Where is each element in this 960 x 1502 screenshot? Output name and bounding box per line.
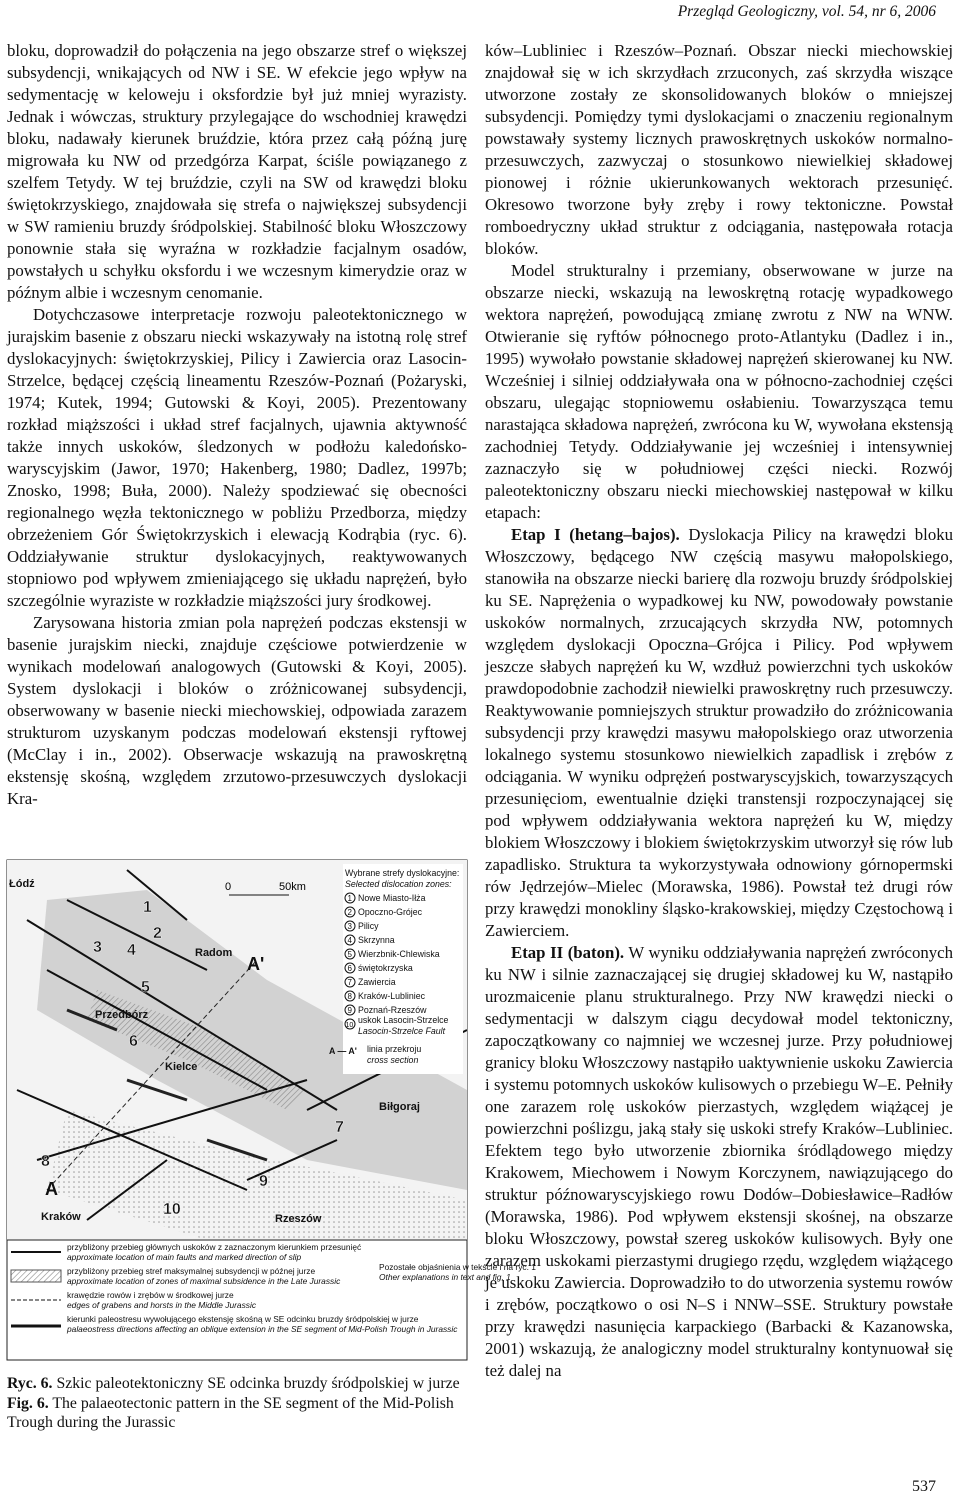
svg-text:10: 10 [345,1022,354,1029]
svg-text:Zawiercia: Zawiercia [358,977,396,987]
map-zone-1: 1 [143,899,152,916]
map-zone-10: 10 [163,1201,181,1218]
city-lodz: Łódź [9,878,35,890]
svg-text:5: 5 [347,950,352,959]
section-start-label: A [45,1179,58,1199]
paragraph-etap-1 [485,524,953,942]
svg-text:Nowe Miasto-Iłża: Nowe Miasto-Iłża [358,893,426,903]
map-zone-2: 2 [153,925,162,942]
zone-entry [345,1015,449,1036]
zone-entry [345,1005,427,1015]
legend-paleostress [11,1314,458,1334]
svg-text:Skrzynna: Skrzynna [358,935,395,945]
running-header [0,0,960,26]
paragraph: bloku, doprowadził do połączenia na jego obszarze stref o większej subsydencji, wnikających od NW i SE. W efekcie jego wpływ na sedymentację w keloweju i oksfordzie był już mniej wyrazisty. Jednak i wówczas, struktury przylegające do wschodniej krawędzi bloku, nadawały kierunek bruździe, która przez całą późną jurę migrowała ku NW od przedgórza Karpat, ściśle powiązanego z szelfem Tetydy. W tej bruździe, czyli na SW od krawędzi bloku świętokrzyskiego, znajdowała się strefa o największej subsydencji w SW ramieniu bruzdy śródpolskiej. Stabilność bloku Włoszczowy ponownie stała się wyraźna w rozkładzie facjalnym osadów, powstałych u schyłku oksfordu i we wczesnym kimerydzie oraz w późnym albie i wczesnym cenomanie. [7,41,467,302]
page-number: 537 [912,1478,936,1495]
map-zone-9: 9 [259,1173,268,1190]
svg-text:uskok Lasocin-Strzelce: uskok Lasocin-Strzelce [358,1015,449,1025]
svg-text:4: 4 [347,936,352,945]
svg-text:cross section: cross section [367,1055,419,1065]
journal-title: Przegląd Geologiczny, vol. 54, nr 6, 2006 [677,3,936,20]
svg-text:Pozostałe objaśnienia w tekści: Pozostałe objaśnienia w tekście i na ryc. 1 [379,1262,536,1272]
map-zone-3: 3 [93,939,102,956]
svg-text:Opoczno-Grójec: Opoczno-Grójec [358,907,423,917]
map-zone-8: 8 [41,1153,50,1170]
map-zone-5: 5 [141,979,150,996]
paleotectonic-map [7,860,536,1360]
zone-entry [345,893,426,903]
figure-caption [7,1374,467,1433]
paragraph: Model strukturalny i przemiany, obserwowane w jurze na obszarze niecki, wskazują na lewoskrętną rotację wypadkowego wektora naprężeń, powodującą zmianę zwrotu z NW na WNW. Otwieranie się ryftów północnego proto-Atlantyku (Dadlez i in., 1995) wywołało powstanie składowej naprężeń skierowanej ku NW. Wcześniej i silniej oddziaływała ona w północno-zachodniej części obszaru, ulegając stopniowemu osłabieniu. Towarzysząca temu narastająca składowa naprężeń, zwrócona ku W, wywołana ekstensją zachodniej Tetydy. Oddziaływanie jej wcześniej i intensywniej zaznaczyło się w południowej części niecki. Rozwój paleotektoniczny obszaru niecki miechowskiej następował w kilku etapach: [485,261,953,522]
paragraph: Dotychczasowe interpretacje rozwoju paleotektonicznego w jurajskim basenie z obszaru niecki wskazywały na istotną rolę stref dyslokacyjnych: świętokrzyskiej, Pilicy i Zawiercia oraz Lasocin-Strzelce, będącej częścią lineamentu Rzeszów-Poznań (Pożaryski, 1974; Kutek, 1994; Gutowski & Koyi, 2005). Prezentowany rozkład miąższości i układ stref facjalnych, ujawnia aktywność także innych uskoków, śledzonych w podłożu kaledońsko-waryscyjskim (Jawor, 1970; Hakenberg, 1980; Dadlez, 1997b; Znosko, 1998; Buła, 2000). Należy spodziewać się obecności regionalnego węzła tektonicznego w pobliżu Przedborza, między obrzeżeniem Gór Świętokrzyskich i elewacją Kodrąbia (ryc. 6). Oddziaływanie struktur dyslokacyjnych, reaktywowanych stopniowo pod wpływem zmieniającego się układu naprężeń, było szczególnie wyraziste w rozkładzie miąższości jury środkowej. [7,305,467,610]
paragraph: ków–Lubliniec i Rzeszów–Poznań. Obszar niecki miechowskiej znajdował się w ich skrzydłach zrzuconych, zaś skrzydła wiszące utworzone zostały ze skonsolidowanych bloków o mniejszej subsydencji. Pomiędzy tymi dyslokacjami o znaczeniu regionalnym powstawały systemy licznych prawoskrętnych uskoków normalno-przesuwczych, zazwyczaj o stosunkowo niewielkiej składowej pionowej i różnie ukierunkowanych wektorach przesunięć. Okresowo tworzone były zręby i rowy tektoniczne. Powstał romboedryczny układ struktur z odciągania, następowała rotacja bloków. [485,41,953,258]
svg-text:1: 1 [347,894,352,903]
svg-text:krawędzie rowów i zrębów w śro: krawędzie rowów i zrębów w środkowej jurze [67,1290,234,1300]
caption-en: Fig. 6. The palaeotectonic pattern in the SE segment of the Mid-Polish Trough during the Jurassic [7,1394,454,1431]
svg-text:edges of grabens and horsts in: edges of grabens and horsts in the Middle Jurassic [67,1300,257,1310]
city-przedborz: Przedbórz [95,1009,149,1021]
city-krakow: Kraków [41,1211,81,1223]
svg-text:linia przekroju: linia przekroju [367,1044,422,1054]
svg-text:approximate location of zones: approximate location of zones of maximal subsidence in the Late Jurassic [67,1276,341,1286]
paragraph-etap-2 [485,942,953,1382]
city-kielce: Kielce [165,1061,198,1073]
scale-end: 50km [279,881,306,893]
scale-zero: 0 [225,881,232,893]
paragraph: Zarysowana historia zmian pola naprężeń podczas ekstensji w basenie jurajskim niecki, znajduje częściowe potwierdzenie w wynikach modelowań analogowych (Gutowski & Koyi, 2005). System dyslokacji i bloków o zróżnicowanej subsydencji, obserwowany w basenie niecki miechowskiej, odpowiada zarazem strukturom uzyskanym podczas modelowań ekstensji ryftowej (McClay i in., 2002). Obserwacje wskazują na prawoskrętną ekstensję skośną, względem zrzutowo-przesuwczych dyslokacji Kra- [7,613,467,808]
etap-2-text: W wyniku oddziaływania naprężeń zwróconych ku NW i silnie zaznaczającej się drugiej składowej ku W, nastąpiło urozmaicenie planu strukturalnego. Przy NW krawędzi niecki o sedymentacji w dalszym ciągu decydował model tektoniczny, zapoczątkowany co najmniej we wczesnej jurze. Przy południowej granicy bloku Włoszczowy nastąpiło uaktywnienie uskoku Zawiercia i systemu potomnych uskoków kulisowych o przebiegu W–E. Pełniły one zarazem rolę uskoków pierzastych, względem wiążącej je powierzchni poślizgu, jaką stały się uskoki strefy Kraków–Lubliniec. Efektem tego było utworzenie zbiornika śródlądowego między Krakowem, Miechowem i Nowym Korczynem, nawiązującego do struktur późnowaryscyjskiego rowu Dodów–Dobiesławice–Radłów (Morawska, 1986). Pod wpływem ekstensji skośnej, na obszarze bloku Włoszczowy, powstał szereg uskoków kulisowych. Były one zarazem uskokami pierzastymi drugiego rzędu, względem wiążącego je uskoku Zawiercia. Doprowadziło to do utworzenia systemu rowów i zrębów, początkowo o osi N–S i NNW–SSE. Struktury powstałe przy krawędzi nasunięcia karpackiego (Barbacki & Kazanowska, 2001) wskazują, że analogiczny model strukturalny kontynuował się też dalej na [485,943,953,1380]
map-zone-7: 7 [335,1119,344,1136]
city-radom: Radom [195,947,233,959]
city-bilgoraj: Biłgoraj [379,1101,420,1113]
svg-text:Kraków-Lubliniec: Kraków-Lubliniec [358,991,425,1001]
map-zone-6: 6 [129,1033,138,1050]
left-column [7,40,467,810]
map-zone-4: 4 [127,942,136,959]
caption-pl: Ryc. 6. Szkic paleotektoniczny SE odcinka bruzdy śródpolskiej w jurze [7,1375,460,1392]
city-rzeszow: Rzeszów [275,1213,322,1225]
figure-6 [7,860,536,1360]
legend-title-pl: Wybrane strefy dyslokacyjne: [345,868,460,878]
section-end-label: A' [247,954,265,974]
svg-text:3: 3 [347,922,352,931]
svg-text:approximate location of main f: approximate location of main faults and marked direction of slip [67,1252,302,1262]
zone-entry [345,949,440,959]
svg-text:Poznań-Rzeszów: Poznań-Rzeszów [358,1005,427,1015]
svg-text:2: 2 [347,908,352,917]
svg-text:przybliżony przebieg stref mak: przybliżony przebieg stref maksymalnej subsydencji w późnej jurze [67,1266,316,1276]
svg-text:9: 9 [347,1006,352,1015]
etap-1-heading: Etap I (hetang–bajos). [511,525,680,544]
svg-text:A — A': A — A' [329,1046,357,1056]
svg-text:kierunki paleostresu wywołując: kierunki paleostresu wywołującego ekstensję skośną w SE odcinku bruzdy śródpolskiej w jurze [67,1314,419,1324]
etap-2-heading: Etap II (baton). [511,943,625,962]
svg-text:6: 6 [347,964,352,973]
svg-text:palaeostress directions affect: palaeostress directions affecting an oblique extension in the SE segment of Mid-Polish Trough in Jurassic [67,1324,458,1334]
svg-text:świętokrzyska: świętokrzyska [358,963,413,973]
right-column [485,40,953,1382]
svg-text:Wierzbnik-Chlewiska: Wierzbnik-Chlewiska [358,949,440,959]
legend-title-en: Selected dislocation zones: [345,879,452,889]
svg-text:Lasocin-Strzelce Fault: Lasocin-Strzelce Fault [358,1026,446,1036]
etap-1-text: Dyslokacja Pilicy na krawędzi bloku Włoszczowy, będącego NW częścią masywu małopolskiego, stanowiła na obszarze niecki barierę dla rozwoju bruzdy śródpolskiej ku SE. Naprężenia o wypadkowej ku NW, powodowały powstanie uskoków normalnych, zrzucających skrzydła NW, potomnych względem dyslokacji Opoczna–Grójca i Pilicy. Pod wpływem jeszcze słabych naprężeń ku W, wzdłuż powierzchni tych uskoków prawdopodobnie zachodził niewielki prawoskrętny ruch przesuwczy. Reaktywowanie pomniejszych struktur prowadziło do zróżnicowania subsydencji przy krawędzi masywu małopolskiego oraz utworzenia lokalnego systemu stosunkowo niewielkich zapadlisk i zrębów z odciągania. W wyniku odprężeń postwaryscyjskich, towarzyszących przesunięciom, ewentualnie dzięki transtensji rozpoczynającej się pod wpływem oddziaływania wektora naprężeń ku W, między blokiem Włoszczowy i blokiem świętokrzyskim utworzył się rów lub zapadlisko. Struktura ta wykorzystywała odnowiony górnopermski rów Jędrzejów–Mielec (Morawska, 1986). Powstał też drugi rów przy krawędzi monokliny śląsko-krakowskiej, między Częstochową i Zawierciem. [485,525,953,940]
zone-entry [345,991,426,1001]
zone-entry [345,921,379,931]
svg-text:przybliżony przebieg głównych: przybliżony przebieg głównych uskoków z zaznaczonym kierunkiem przesunięć [67,1242,362,1252]
svg-text:Other explanations in text and: Other explanations in text and fig. 1 [379,1272,511,1282]
svg-text:8: 8 [347,992,352,1001]
svg-text:Pilicy: Pilicy [358,921,379,931]
svg-text:7: 7 [347,978,352,987]
